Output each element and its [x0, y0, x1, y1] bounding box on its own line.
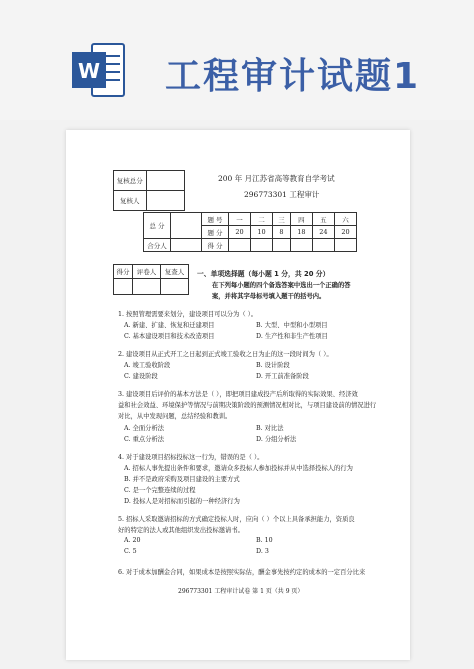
q5-option-b: B. 10 — [256, 537, 273, 544]
q3-stem-1: 3. 建设项目后评价的基本方法是（ ），即把项目建成投产后所取得的实际效果、经济效 — [118, 391, 358, 398]
svg-text:W: W — [77, 59, 101, 83]
q1-stem: 1. 按照管理需要来划分，建设项目可以分为（ ）。 — [118, 311, 258, 318]
grader-rechecker-label: 复查人 — [161, 265, 189, 279]
exam-header-line1: 200 年 月江苏省高等教育自学考试 — [218, 174, 335, 183]
q4-stem: 4. 对于建设项目招标投标这一行为，错误的是（ ）。 — [118, 454, 264, 461]
row-label-number: 题 号 — [202, 213, 229, 226]
signer-label: 合分人 — [144, 239, 171, 252]
qscore-1: 20 — [229, 226, 251, 239]
qscore-2: 10 — [251, 226, 273, 239]
q2-option-b: B. 设计阶段 — [256, 362, 290, 369]
checker-box — [113, 170, 185, 211]
row-label-score: 题 分 — [202, 226, 229, 239]
q1-option-c: C. 基本建设项目和技术改造项目 — [124, 333, 215, 340]
qnum-1: 一 — [229, 213, 251, 226]
qnum-4: 四 — [290, 213, 312, 226]
q5-option-c: C. 5 — [124, 548, 137, 555]
qscore-4: 18 — [290, 226, 312, 239]
q2-stem: 2. 建设项目从正式开工之日起到正式竣工验收之日为止的这一段时间为（ ）。 — [118, 351, 333, 358]
qnum-3: 三 — [273, 213, 291, 226]
score-table — [143, 212, 357, 252]
q3-stem-3: 对比，从中发现问题，总结经验和教训。 — [118, 413, 232, 420]
grader-score-label: 得分 — [114, 265, 133, 279]
qnum-5: 五 — [312, 213, 334, 226]
section1-instruction-1: 在下列每小题的四个备选答案中选出一个正确的答 — [212, 282, 351, 289]
section1-title: 一、单项选择题（每小题 1 分，共 20 分） — [197, 270, 330, 278]
qnum-6: 六 — [334, 213, 356, 226]
checker-person-label: 复核人 — [114, 191, 147, 211]
page-footer: 296773301 工程审计试卷 第 1 页（共 9 页） — [178, 588, 304, 595]
checker-total-label: 复核总分 — [114, 171, 147, 191]
q4-option-a: A. 招标人事先提出条件和要求，邀请众多投标人参加投标并从中选择投标人的行为 — [124, 465, 353, 472]
q1-option-a: A. 新建、扩建、恢复和迁建项目 — [124, 322, 215, 329]
qscore-5: 24 — [312, 226, 334, 239]
q3-option-b: B. 对比法 — [256, 425, 284, 432]
q3-option-d: D. 分组分析法 — [256, 436, 297, 443]
q3-stem-2: 益和社会效益、环境保护等情况与前期决策阶段的预测情况相对比，与项目建设前的情况进行 — [118, 402, 377, 409]
q5-option-d: D. 3 — [256, 548, 269, 555]
total-label: 总 分 — [144, 213, 171, 239]
exam-page — [66, 130, 410, 660]
q1-option-b: B. 大型、中型和小型项目 — [256, 322, 328, 329]
section1-instruction-2: 案，并将其字母标号填入题干的括号内。 — [212, 293, 326, 300]
q1-option-d: D. 生产性和非生产性项目 — [256, 333, 328, 340]
qnum-2: 二 — [251, 213, 273, 226]
q2-option-c: C. 建设阶段 — [124, 373, 158, 380]
q5-option-a: A. 20 — [124, 537, 141, 544]
q6-stem: 6. 对于成本加酬金合同，如果成本是按照实际估，酬金事先按约定的成本的一定百分比来 — [118, 569, 366, 576]
grader-reviewer-label: 评卷人 — [133, 265, 161, 279]
exam-header-line2: 296773301 工程审计 — [244, 190, 320, 199]
q4-option-d: D. 投标人是对招标而引起的一种经济行为 — [124, 498, 240, 505]
q4-option-b: B. 并不是政府采购及项目建设的主要方式 — [124, 476, 240, 483]
q4-option-c: C. 是一个完整连续的过程 — [124, 487, 196, 494]
banner-title: 工程审计试题1 — [165, 56, 421, 97]
qscore-3: 8 — [273, 226, 291, 239]
banner — [0, 0, 474, 120]
qscore-6: 20 — [334, 226, 356, 239]
q2-option-d: D. 开工前准备阶段 — [256, 373, 309, 380]
word-doc-icon — [70, 40, 128, 100]
q3-option-a: A. 全面分析法 — [124, 425, 165, 432]
q5-stem-2: 好的特定的法人或其他组织发出投标邀请书。 — [118, 527, 244, 534]
q5-stem-1: 5. 招标人采取邀请招标的方式确定投标人时，应向（ ）个以上具备承担能力，资质良 — [118, 516, 355, 523]
grader-table — [113, 264, 189, 295]
row-label-got: 得 分 — [202, 239, 229, 252]
q2-option-a: A. 竣工验收阶段 — [124, 362, 171, 369]
q3-option-c: C. 重点分析法 — [124, 436, 165, 443]
